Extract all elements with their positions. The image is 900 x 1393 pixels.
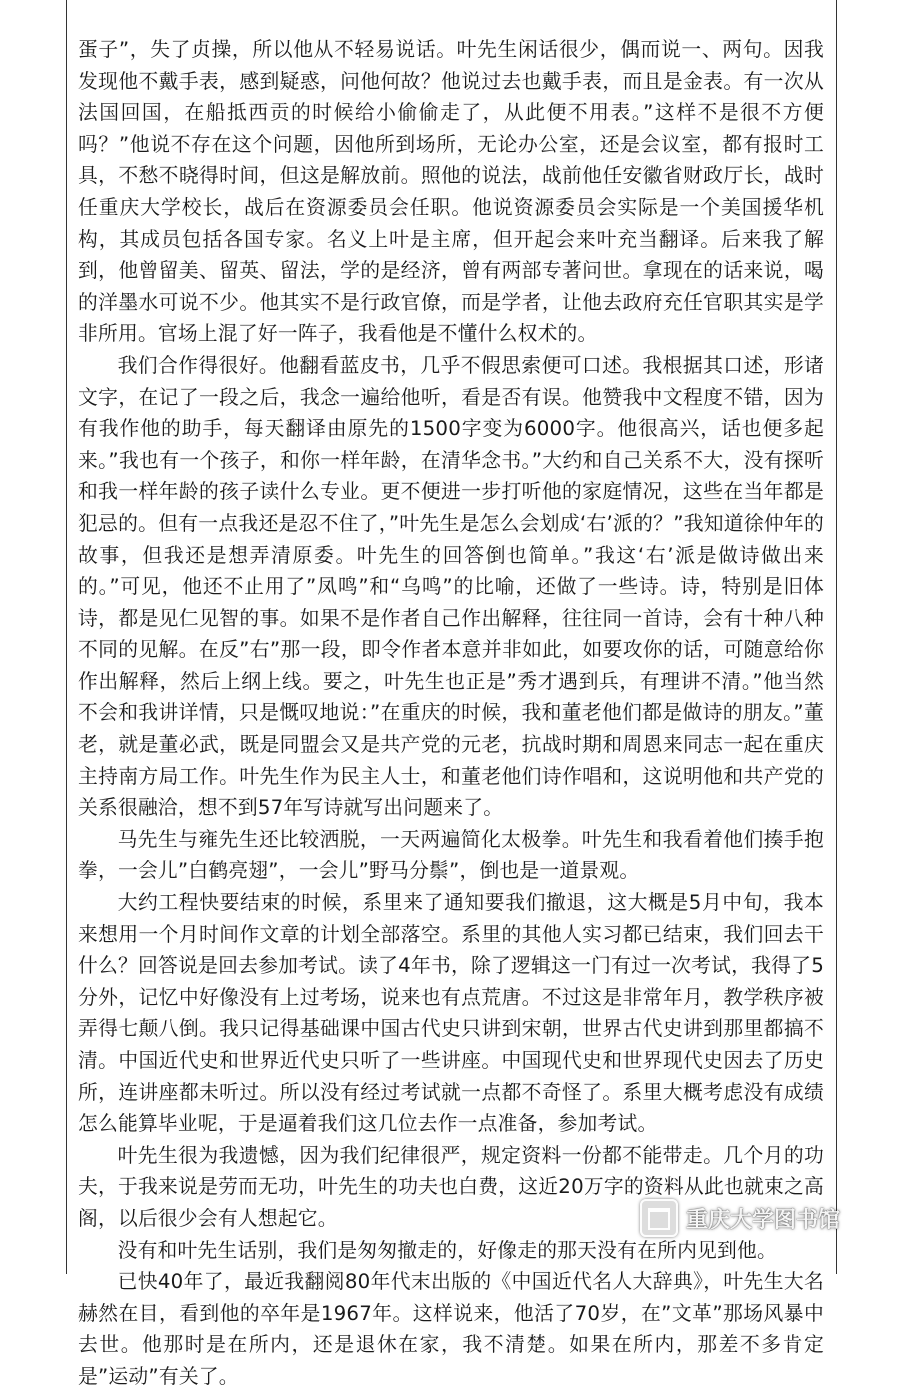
paragraph-7: 已快40年了，最近我翻阅80年代末出版的《中国近代名人大辞典》，叶先生大名赫然在目，看到他的卒年是1967年。这样说来，他活了70岁，在”文革”那场风暴中去世。他那时是在所内，还是退休在家，我不清楚。如果在所内，那差不多肯定是”运动”有关了。 xyxy=(78,1270,824,1388)
paragraph-2: 我们合作得很好。他翻看蓝皮书，几乎不假思索便可口述。我根据其口述，形诸文字，在记了一段之后，我念一遍给他听，看是否有误。他赞我中文程度不错，因为有我作他的助手，每天翻译由原先的1500字变为6000字。他很高兴，话也便多起来。”我也有一个孩子，和你一样年龄，在清华念书。”大约和自己关系不大，没有探听和我一样年龄的孩子读什么专业。更不便进一步打听他的家庭情况，这些在当年都是犯忌的。但有一点我还是忍不住了，”叶先生是怎么会划成‘右’派的？”我知道徐仲年的故事，但我还是想弄清原委。叶先生的回答倒也简单。”我这‘右’派是做诗做出来的。”可见，他还不止用了”凤鸣”和“乌鸣”的比喻，还做了一些诗。诗，特别是旧体诗，都是见仁见智的事。如果不是作者自己作出解释，往往同一首诗，会有十种八种不同的见解。在反”右”那一段，即令作者本意并非如此，如要攻你的话，可随意给你作出解释，然后上纲上线。要之，叶先生也正是”秀才遇到兵，有理讲不清。”他当然不会和我讲详情，只是慨叹地说：”在重庆的时候，我和董老他们都是做诗的朋友。”董老，就是董必武，既是同盟会又是共产党的元老，抗战时期和周恩来同志一起在重庆主持南方局工作。叶先生作为民主人士，和董老他们诗作唱和，这说明他和共产党的关系很融洽，想不到57年写诗就写出问题来了。 xyxy=(78,353,824,820)
paragraph-6: 没有和叶先生话别，我们是匆匆撤走的，好像走的那天没有在所内见到他。 xyxy=(117,1238,777,1262)
watermark-text: 重庆大学图书馆 xyxy=(686,1207,841,1233)
paragraph-1: 蛋子”，失了贞操，所以他从不轻易说话。叶先生闲话很少，偶而说一、两句。因我发现他不戴手表，感到疑惑，问他何故？他说过去也戴手表，而且是金表。有一次从法国回国，在船抵西贡的时候给小偷偷走了，从此便不用表。”这样不是很不方便吗？”他说不存在这个问题，因他所到场所，无论办公室，还是会议室，都有报时工具，不愁不晓得时间，但这是解放前。照他的说法，战前他任安徽省财政厅长，战时任重庆大学校长，战后在资源委员会任职。他说资源委员会实际是一个美国援华机构，其成员包括各国专家。名义上叶是主席，但开起会来叶充当翻译。后来我了解到，他曾留美、留英、留法，学的是经济，曾有两部专著问世。拿现在的话来说，喝的洋墨水可说不少。他其实不是行政官僚，而是学者，让他去政府充任官职其实是学非所用。官场上混了好一阵子，我看他是不懂什么权术的。 xyxy=(78,38,824,346)
paragraph-3: 马先生与雍先生还比较洒脱，一天两遍简化太极拳。叶先生和我看着他们揍手抱拳，一会儿”白鹤亮翅”，一会儿”野马分鬃”，倒也是一道景观。 xyxy=(78,827,824,883)
library-logo-icon xyxy=(640,1199,678,1237)
document-body xyxy=(78,34,824,1393)
paragraph-5: 叶先生很为我遗憾，因为我们纪律很严，规定资料一份都不能带走。几个月的功夫，于我来说是劳而无功，叶先生的功夫也白费，这近20万字的资料从此也就束之高阁，以后很少会有人想起它。 xyxy=(78,1143,824,1230)
right-margin-rule xyxy=(836,0,837,1274)
library-watermark xyxy=(640,1196,840,1240)
paragraph-4: 大约工程快要结束的时候，系里来了通知要我们撤退，这大概是5月中旬，我本来想用一个月时间作文章的计划全部落空。系里的其他人实习都已结束，我们回去干什么？回答说是回去参加考试。读了4年书，除了逻辑这一门有过一次考试，我得了5分外，记忆中好像没有上过考场，说来也有点荒唐。不过这是非常年月，教学秩序被弄得七颠八倒。我只记得基础课中国古代史只讲到宋朝，世界古代史讲到那里都搞不清。中国近代史和世界近代史只听了一些讲座。中国现代史和世界现代史因去了历史所，连讲座都未听过。所以没有经过考试就一点都不奇怪了。系里大概考虑没有成绩怎么能算毕业呢，于是逼着我们这几位去作一点准备，参加考试。 xyxy=(78,891,824,1136)
left-margin-rule xyxy=(66,0,67,1274)
